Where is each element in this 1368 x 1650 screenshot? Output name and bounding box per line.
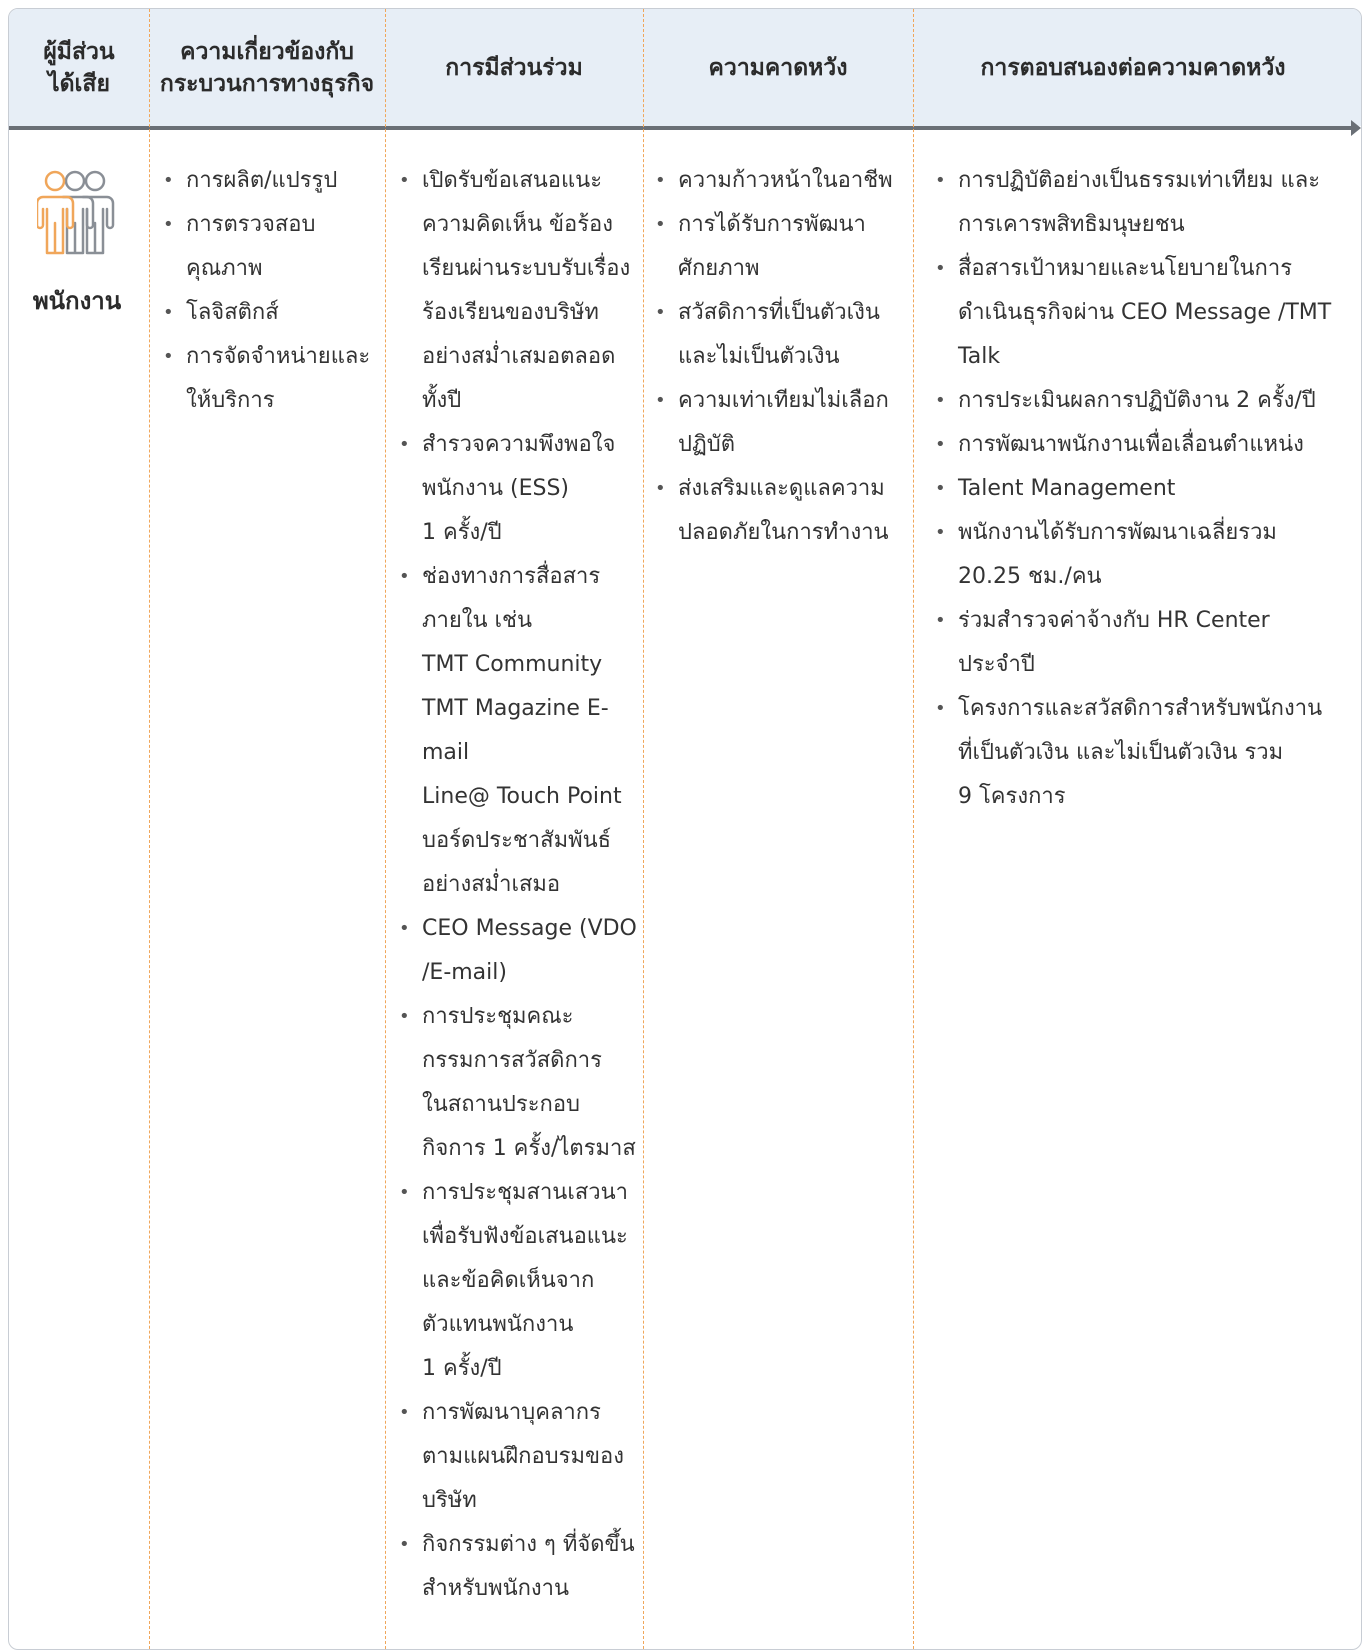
response-column: [933, 159, 1349, 819]
list-item: • พนักงานได้รับการพัฒนาเฉลี่ยรวม 20.25 ชม./คน: [933, 511, 1349, 599]
list-item: • การจัดจำหน่ายและ ให้บริการ: [161, 335, 383, 423]
stakeholder-name: พนักงาน: [32, 287, 122, 315]
list-item: • สื่อสารเป้าหมายและนโยบายในการ ดำเนินธุรกิจผ่าน CEO Message /TMT Talk: [933, 247, 1349, 379]
list-item: • โลจิสติกส์: [161, 291, 383, 335]
list-item: • CEO Message (VDO /E-mail): [397, 907, 643, 995]
column-divider: [643, 9, 644, 1649]
expectations-column: [653, 159, 911, 555]
list-item: • กิจกรรมต่าง ๆ ที่จัดขึ้น สำหรับพนักงาน: [397, 1523, 643, 1611]
column-divider: [913, 9, 914, 1649]
list-item: • การประชุมคณะ กรรมการสวัสดิการ ในสถานประกอบ กิจการ 1 ครั้ง/ไตรมาส: [397, 995, 643, 1171]
list-item: • การประชุมสานเสวนา เพื่อรับฟังข้อเสนอแนะ และข้อคิดเห็นจาก ตัวแทนพนักงาน 1 ครั้ง/ปี: [397, 1171, 643, 1391]
column-divider: [149, 9, 150, 1649]
relevance-column: [161, 159, 383, 423]
header-engagement: การมีส่วนร่วม: [445, 54, 583, 81]
header-divider-line: [9, 126, 1353, 130]
table-header: [9, 9, 1361, 126]
list-item: • Talent Management: [933, 467, 1349, 511]
stakeholder-table: [8, 8, 1362, 1650]
header-expectations: ความคาดหวัง: [708, 54, 848, 81]
header-stakeholder: ผู้มีส่วน ได้เสีย: [43, 38, 115, 97]
list-item: • การได้รับการพัฒนา ศักยภาพ: [653, 203, 911, 291]
engagement-column: [397, 159, 643, 1611]
header-relevance: ความเกี่ยวข้องกับ กระบวนการทางธุรกิจ: [159, 38, 375, 97]
list-item: • การตรวจสอบ คุณภาพ: [161, 203, 383, 291]
list-item: • สวัสดิการที่เป็นตัวเงิน และไม่เป็นตัวเงิน: [653, 291, 911, 379]
list-item: • ช่องทางการสื่อสาร ภายใน เช่น TMT Community TMT Magazine E-mail Line@ Touch Point บอร์ดประชาสัมพันธ์ อย่างสม่ำเสมอ: [397, 555, 643, 907]
list-item: • การประเมินผลการปฏิบัติงาน 2 ครั้ง/ปี: [933, 379, 1349, 423]
list-item: • การพัฒนาพนักงานเพื่อเลื่อนตำแหน่ง: [933, 423, 1349, 467]
list-item: • ส่งเสริมและดูแลความ ปลอดภัยในการทำงาน: [653, 467, 911, 555]
header-response: การตอบสนองต่อความคาดหวัง: [980, 54, 1286, 81]
list-item: • การปฏิบัติอย่างเป็นธรรมเท่าเทียม และ การเคารพสิทธิมนุษยชน: [933, 159, 1349, 247]
list-item: • ความเท่าเทียมไม่เลือก ปฏิบัติ: [653, 379, 911, 467]
list-item: • เปิดรับข้อเสนอแนะ ความคิดเห็น ข้อร้อง เรียนผ่านระบบรับเรื่อง ร้องเรียนของบริษัท อย่างสม่ำเสมอตลอด ทั้งปี: [397, 159, 643, 423]
column-divider: [385, 9, 386, 1649]
list-item: • โครงการและสวัสดิการสำหรับพนักงาน ที่เป็นตัวเงิน และไม่เป็นตัวเงิน รวม 9 โครงการ: [933, 687, 1349, 819]
arrow-right-icon: [1351, 120, 1361, 136]
list-item: • ร่วมสำรวจค่าจ้างกับ HR Center ประจำปี: [933, 599, 1349, 687]
list-item: • สำรวจความพึงพอใจ พนักงาน (ESS) 1 ครั้ง/ปี: [397, 423, 643, 555]
list-item: • ความก้าวหน้าในอาชีพ: [653, 159, 911, 203]
group-of-people-icon: [37, 167, 117, 263]
list-item: • การพัฒนาบุคลากร ตามแผนฝึกอบรมของ บริษัท: [397, 1391, 643, 1523]
list-item: • การผลิต/แปรรูป: [161, 159, 383, 203]
